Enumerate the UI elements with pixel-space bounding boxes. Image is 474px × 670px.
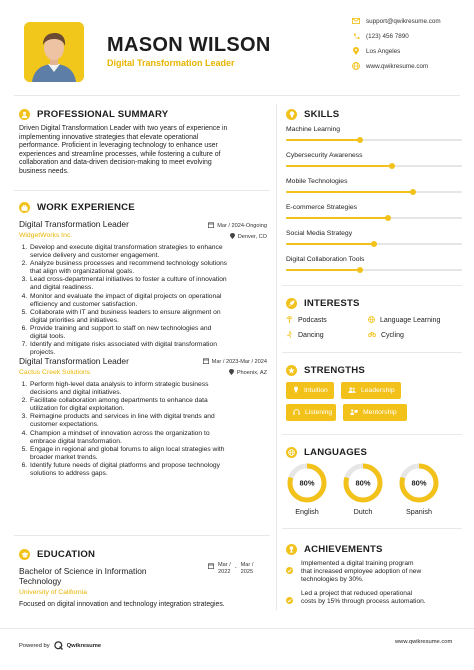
skill-level-fill: [286, 217, 388, 219]
phone-text: (123) 456 7890: [366, 32, 409, 40]
column-divider: [276, 104, 277, 610]
list-item: 1. Perform high-level data analysis to inform strategic business decisions and digital initiatives.: [29, 381, 273, 397]
summary-line: performance. Proficient in leveraging technology to enhance user: [19, 142, 218, 150]
achievement-line: costs by 15% through process automation.: [301, 598, 426, 606]
achievement-line: Implemented a digital training program: [301, 560, 414, 567]
star-icon: [286, 365, 297, 376]
summary-line: experiences and streamline processes, while fostering a culture of: [19, 150, 221, 158]
interests-header: [286, 298, 360, 309]
achievement-line: Led a project that reduced operational: [301, 590, 413, 597]
achievements-header: [286, 544, 383, 555]
edu-start-month: Mar /: [218, 562, 231, 568]
briefcase-icon: [19, 202, 30, 213]
strengths-title: STRENGTHS: [304, 365, 365, 376]
strength-chip: [341, 382, 401, 399]
strength-label: Mentorship: [363, 409, 397, 416]
list-item: 2. Analyze business processes and recommend technology solutions that align with organizational goals.: [29, 260, 273, 276]
interest-label: Cycling: [381, 331, 404, 339]
job-location: [180, 233, 267, 241]
skills-title: SKILLS: [304, 109, 340, 120]
website-text: www.qwikresume.com: [366, 62, 429, 70]
calendar-icon: [208, 222, 214, 230]
edu-end-year: 2025: [240, 568, 254, 575]
list-item: 5. Collaborate with IT and business leaders to ensure alignment on digital priorities and initiatives.: [29, 309, 273, 325]
summary-title: PROFESSIONAL SUMMARY: [37, 109, 169, 120]
calendar-icon: [208, 563, 214, 571]
header-divider: [14, 95, 460, 96]
strengths-header: [286, 365, 365, 376]
job-dates-text: Mar / 2024-Ongoing: [217, 223, 267, 229]
language-icon: [368, 316, 375, 325]
users-icon: [348, 387, 356, 395]
list-item: 6. Provide training and support to staff on new technologies and digital tools.: [29, 325, 273, 341]
languages-header: [286, 447, 367, 458]
candidate-role: Digital Transformation Leader: [107, 58, 235, 68]
job-title: Digital Transformation Leader: [19, 356, 129, 366]
achievement-line: that increased employee adoption of new: [301, 568, 422, 576]
list-item: 7. Identify and mitigate risks associated with digital transformation projects.: [29, 341, 273, 357]
strength-chip: [286, 404, 336, 421]
skill-level-fill: [286, 165, 392, 167]
interest-item: [286, 316, 327, 325]
map-pin-icon: [352, 47, 360, 55]
language-level-label: 80%: [411, 478, 427, 488]
user-icon: [19, 109, 30, 120]
mentorship-icon: [350, 409, 358, 417]
interests-title: INTERESTS: [304, 298, 360, 309]
skill-level-bar: [286, 269, 462, 271]
achievement-item: [286, 560, 466, 584]
location-text: Los Angeles: [366, 47, 401, 55]
strength-chip: [343, 404, 407, 421]
summary-text: [19, 125, 271, 177]
list-item: 5. Engage in regional and global forums to align local strategies with broader market trends.: [29, 446, 273, 462]
job-title: Digital Transformation Leader: [19, 219, 129, 229]
skill-label: Social Media Strategy: [286, 230, 353, 237]
skill-level-fill: [286, 139, 360, 141]
summary-line: implementing innovative strategies that elevate operational: [19, 133, 199, 141]
job-dates-text: Mar / 2023-Mar / 2024: [211, 359, 267, 365]
job-company: WidgetWorks Inc.: [19, 232, 73, 239]
edu-date-dash: -: [234, 565, 237, 571]
skill-label: Cybersecurity Awareness: [286, 152, 363, 159]
job-dates: [180, 222, 267, 230]
calendar-icon: [203, 358, 209, 366]
job-location-text: Phoenix, AZ: [236, 370, 267, 376]
summary-line: Driven Digital Transformation Leader with two years of experience in: [19, 125, 228, 132]
summary-line: business needs.: [19, 167, 69, 175]
section-divider: [282, 352, 462, 353]
job-bullets: [19, 381, 273, 478]
skill-level-knob: [410, 189, 416, 195]
interest-item: [286, 331, 324, 340]
skill-label: Digital Collaboration Tools: [286, 256, 365, 263]
globe-icon: [352, 62, 360, 70]
list-item: 1. Develop and execute digital transformation strategies to enhance service delivery and customer engagement.: [29, 244, 273, 260]
interest-label: Podcasts: [298, 317, 327, 324]
section-divider: [282, 285, 462, 286]
language-name: Spanish: [406, 507, 432, 516]
headphones-icon: [293, 409, 300, 417]
candidate-name: MASON WILSON: [107, 34, 271, 56]
bicycle-icon: [368, 331, 376, 339]
degree-line: Technology: [19, 576, 62, 586]
contact-location: [352, 47, 470, 55]
contact-email[interactable]: [352, 17, 470, 25]
language-rings: [282, 458, 462, 508]
experience-header: [19, 202, 135, 213]
list-item: 3. Reimagine products and services in line with digital trends and customer expectations.: [29, 413, 273, 429]
edu-end-month: Mar /: [240, 562, 254, 568]
education-title: EDUCATION: [37, 549, 96, 560]
check-icon: [286, 591, 293, 609]
section-divider: [14, 535, 270, 536]
languages-title: LANGUAGES: [304, 447, 368, 458]
language-level-label: 80%: [299, 478, 315, 488]
lightbulb-icon: [293, 386, 299, 395]
interest-label: Dancing: [298, 332, 324, 339]
skills-header: [286, 109, 339, 120]
check-icon: [286, 561, 293, 579]
qwikresume-logo-icon: [54, 637, 63, 655]
trophy-icon: [286, 544, 297, 555]
strength-label: Leadership: [361, 387, 395, 394]
education-header: [19, 549, 95, 560]
job-bullets: [19, 244, 273, 357]
language-icon: [286, 447, 297, 458]
section-divider: [14, 190, 270, 191]
contact-phone[interactable]: [352, 32, 470, 40]
list-item: 3. Lead cross-departmental initiatives to foster a culture of innovation and digital readiness.: [29, 276, 273, 292]
rocket-icon: [286, 298, 297, 309]
interest-label: Language Learning: [380, 317, 441, 324]
job-location: [170, 369, 267, 377]
map-pin-icon: [230, 233, 235, 241]
degree-line: Bachelor of Science in Information: [19, 566, 147, 576]
strength-label: Listening: [305, 409, 333, 416]
email-text: support@qwikresume.com: [366, 17, 441, 25]
section-divider: [282, 434, 462, 435]
list-item: 2. Facilitate collaboration among departments to enhance data utilization for digital exploitation.: [29, 397, 273, 413]
powered-by-text: Powered by: [19, 643, 50, 649]
job-company: Cactus Creek Solutions: [19, 369, 91, 376]
education-dates: [208, 562, 268, 575]
avatar: [24, 22, 84, 82]
experience-title: WORK EXPERIENCE: [37, 202, 135, 213]
email-icon: [352, 17, 360, 25]
lightbulb-icon: [286, 109, 297, 120]
skill-level-fill: [286, 243, 374, 245]
language-level-label: 80%: [355, 478, 371, 488]
brand-text: Qwikresume: [66, 643, 102, 649]
language-name: English: [295, 507, 319, 516]
skill-level-knob: [357, 267, 363, 273]
skill-label: Mobile Technologies: [286, 178, 348, 185]
skill-level-knob: [389, 163, 395, 169]
map-pin-icon: [229, 369, 234, 377]
school-name: University of California: [19, 589, 87, 596]
interest-item: [368, 331, 404, 339]
achievement-item: [286, 590, 466, 606]
skill-level-knob: [371, 241, 377, 247]
footer-brand[interactable]: [19, 637, 101, 655]
interest-item: [368, 316, 440, 325]
contact-website[interactable]: [352, 62, 470, 70]
skill-label: Machine Learning: [286, 126, 341, 133]
achievement-line: technologies by 30%.: [301, 576, 364, 584]
skill-level-bar: [286, 191, 462, 193]
dance-icon: [286, 331, 293, 340]
skill-level-knob: [385, 215, 391, 221]
job-location-text: Denver, CO: [237, 234, 267, 240]
summary-line: collaboration and data-driven decision-making to meet evolving: [19, 159, 212, 167]
skill-level-bar: [286, 139, 462, 141]
podcast-icon: [286, 316, 293, 325]
footer-site[interactable]: www.qwikresume.com: [395, 639, 453, 645]
job-dates: [170, 358, 267, 366]
degree-title: [19, 566, 147, 586]
strength-chip: [286, 382, 334, 399]
skill-level-bar: [286, 165, 462, 167]
footer-divider: [0, 628, 474, 629]
edu-start-year: 2022: [218, 568, 231, 575]
skill-level-fill: [286, 191, 413, 193]
phone-icon: [352, 32, 360, 40]
language-name: Dutch: [353, 507, 373, 516]
skill-level-knob: [357, 137, 363, 143]
achievements-title: ACHIEVEMENTS: [304, 544, 383, 555]
list-item: 4. Monitor and evaluate the impact of digital projects on operational efficiency and customer satisfaction.: [29, 293, 273, 309]
skill-level-bar: [286, 217, 462, 219]
skill-level-fill: [286, 269, 360, 271]
section-divider: [282, 528, 462, 529]
strength-label: Intuition: [304, 387, 328, 394]
skill-level-bar: [286, 243, 462, 245]
skill-label: E-commerce Strategies: [286, 204, 358, 211]
graduation-cap-icon: [19, 549, 30, 560]
profile-photo: [24, 22, 84, 82]
summary-header: [19, 109, 168, 120]
list-item: 4. Champion a mindset of innovation across the organization to embrace digital transformation.: [29, 430, 273, 446]
education-description: Focused on digital innovation and technology integration strategies.: [19, 601, 225, 608]
list-item: 6. Identify future needs of digital platforms and propose technology solutions to address gaps.: [29, 462, 273, 478]
